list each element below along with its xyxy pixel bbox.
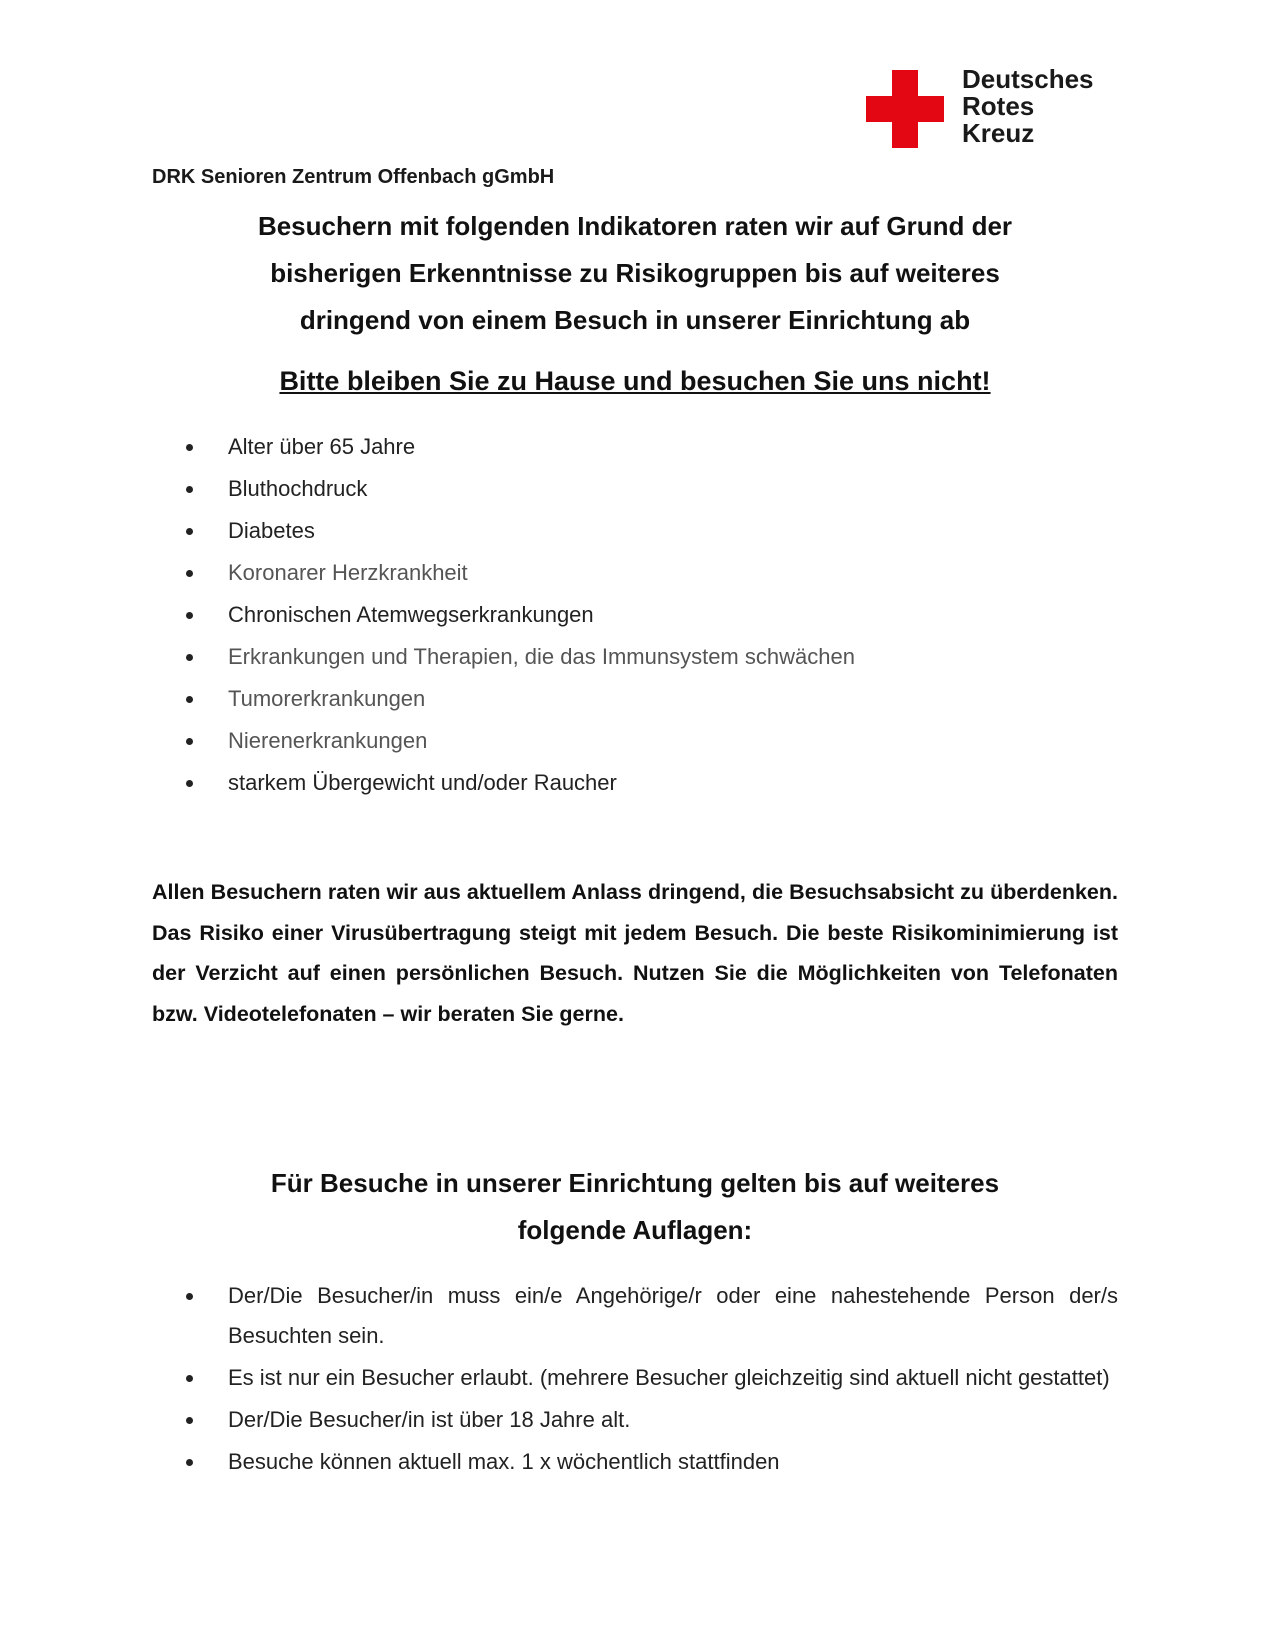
visit-rules-list (186, 1276, 1118, 1484)
bullet-icon (186, 1375, 193, 1382)
logo-line-1: Deutsches (962, 64, 1094, 94)
bullet-icon (186, 486, 193, 493)
bullet-icon (186, 654, 193, 661)
bullet-icon (186, 780, 193, 787)
list-item-text: Erkrankungen und Therapien, die das Immunsystem schwächen (228, 644, 855, 669)
list-item (186, 686, 855, 728)
list-item (186, 518, 855, 560)
bullet-icon (186, 696, 193, 703)
risk-heading-line-2: bisherigen Erkenntnisse zu Risikogruppen bis auf weiteres (270, 258, 1000, 288)
list-item-text: Tumorerkrankungen (228, 686, 426, 711)
list-item-text: Diabetes (228, 518, 315, 543)
list-item (186, 1442, 1118, 1482)
list-item-text: Alter über 65 Jahre (228, 434, 416, 459)
bullet-icon (186, 738, 193, 745)
list-item-text: Nierenerkrankungen (228, 728, 428, 753)
list-item (186, 1358, 1118, 1398)
list-item (186, 476, 855, 518)
list-item-text: Chronischen Atemwegserkrankungen (228, 602, 594, 627)
list-item (186, 1400, 1118, 1440)
drk-logo (866, 66, 1126, 150)
conditions-heading-line-2: folgende Auflagen: (517, 1215, 753, 1245)
list-item-text: Koronarer Herzkrankheit (228, 560, 468, 585)
list-item (186, 644, 855, 686)
list-item (186, 1276, 1118, 1356)
risk-heading (152, 203, 1118, 344)
stay-home-notice: Bitte bleiben Sie zu Hause und besuchen Sie uns nicht! (279, 366, 991, 396)
conditions-heading-line-1: Für Besuche in unserer Einrichtung gelten bis auf weiteres (270, 1168, 1000, 1198)
bullet-icon (186, 528, 193, 535)
risk-heading-line-1: Besuchern mit folgenden Indikatoren raten wir auf Grund der (257, 211, 1013, 241)
logo-line-2: Rotes (962, 91, 1035, 121)
list-item (186, 434, 855, 476)
risk-heading-line-3: dringend von einem Besuch in unserer Einrichtung ab (299, 305, 971, 335)
list-item (186, 770, 855, 812)
visitor-advice-paragraph: Allen Besuchern raten wir aus aktuellem Anlass dringend, die Besuchsabsicht zu überdenken. Das Risiko einer Virusübertragung steigt mit jedem Besuch. Die beste Risikominimierung ist der Verzicht auf einen persönlichen Besuch. Nutzen Sie die Möglichkeiten von Telefonaten bzw. Videotelefonaten – wir beraten Sie gerne. (152, 880, 1118, 1026)
bullet-icon (186, 1293, 193, 1300)
risk-factor-list (186, 434, 855, 812)
list-item-text: Besuche können aktuell max. 1 x wöchentlich stattfinden (228, 1449, 780, 1474)
bullet-icon (186, 612, 193, 619)
list-item-text: Bluthochdruck (228, 476, 368, 501)
bullet-icon (186, 1417, 193, 1424)
logo-wordmark (962, 66, 1094, 147)
list-item-text: Der/Die Besucher/in muss ein/e Angehörige/r oder eine nahestehende Person der/s Besuchten sein. (228, 1283, 1118, 1348)
list-item (186, 602, 855, 644)
list-item-text: Der/Die Besucher/in ist über 18 Jahre alt. (228, 1407, 631, 1432)
list-item (186, 560, 855, 602)
bullet-icon (186, 444, 193, 451)
organization-name: DRK Senioren Zentrum Offenbach gGmbH (152, 166, 555, 188)
red-cross-icon (866, 70, 944, 148)
list-item-text: starkem Übergewicht und/oder Raucher (228, 770, 617, 795)
logo-line-3: Kreuz (962, 118, 1035, 148)
list-item-text: Es ist nur ein Besucher erlaubt. (mehrere Besucher gleichzeitig sind aktuell nicht gestattet) (228, 1365, 1110, 1390)
conditions-heading (152, 1160, 1118, 1254)
bullet-icon (186, 1459, 193, 1466)
bullet-icon (186, 570, 193, 577)
list-item (186, 728, 855, 770)
